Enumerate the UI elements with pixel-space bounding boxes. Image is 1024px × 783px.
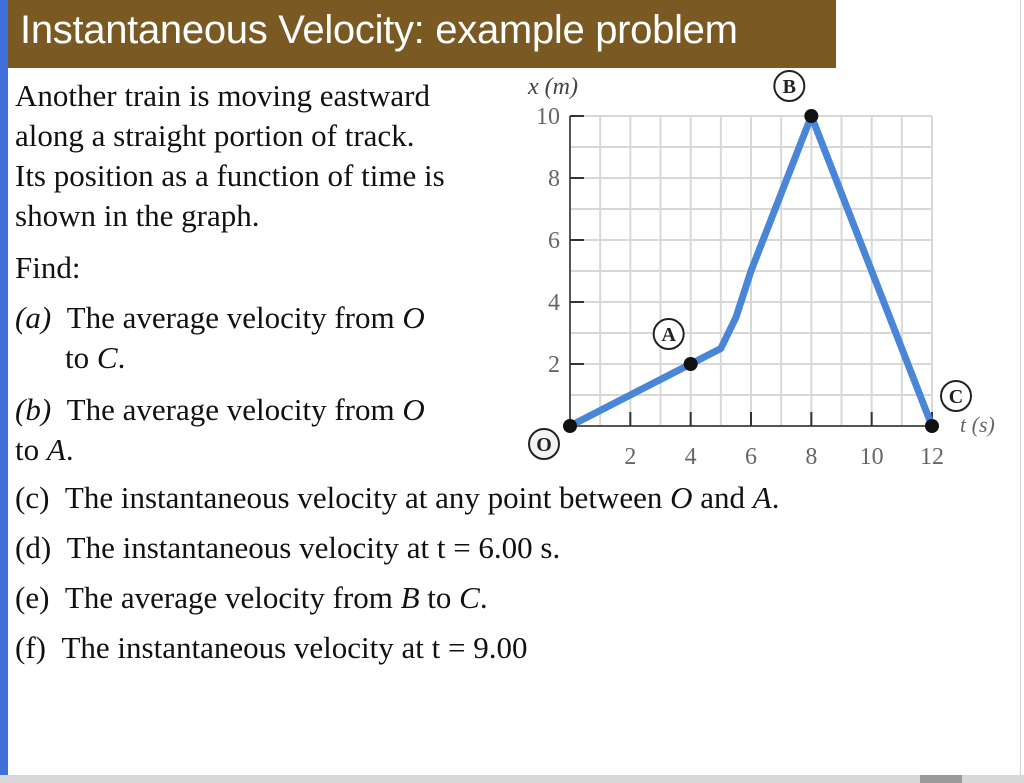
item-b-continuation [15, 432, 74, 468]
item-b-symbol: O [402, 392, 425, 427]
item-d-label: (d) [15, 530, 52, 565]
item-f-label: (f) [15, 630, 46, 665]
window-left-edge [0, 0, 8, 775]
item-e-symbol-1: B [400, 580, 420, 615]
point-C-label: C [948, 386, 964, 408]
point-A-label: A [661, 324, 676, 346]
item-a-cont-symbol: C [96, 340, 118, 375]
item-a-continuation [65, 340, 125, 376]
point-A-marker [684, 357, 698, 371]
x-tick-label: 8 [805, 444, 818, 470]
item-a [15, 300, 425, 336]
find-label: Find: [15, 250, 81, 285]
x-tick-label: 10 [859, 444, 884, 470]
point-O-label: O [536, 434, 552, 456]
bottom-scrollbar-thumb[interactable] [920, 775, 962, 783]
x-tick-label: 6 [745, 444, 757, 470]
y-axis-label: x (m) [528, 74, 578, 100]
intro-line-1: Another train is moving eastward [15, 78, 430, 113]
item-b-text: The average velocity from [66, 392, 395, 427]
x-tick-label: 2 [624, 444, 637, 470]
y-tick-label: 10 [536, 104, 560, 130]
title-bar [8, 0, 836, 68]
item-e-mid: to [427, 580, 452, 615]
y-tick-label: 2 [548, 352, 560, 378]
item-c-label: (c) [15, 480, 50, 515]
item-e-suffix: . [479, 580, 488, 615]
item-f-text: The instantaneous velocity at t = 9.00 [61, 630, 528, 665]
item-b [15, 392, 425, 428]
x-axis-label: t (s) [960, 412, 995, 437]
item-e-symbol-2: C [459, 580, 480, 615]
item-e [15, 580, 488, 616]
item-c [15, 480, 779, 516]
position-time-graph [498, 66, 1020, 478]
item-a-text: The average velocity from [66, 300, 395, 335]
point-C-marker [925, 419, 939, 433]
y-tick-label: 4 [548, 290, 560, 316]
point-O-marker [563, 419, 577, 433]
intro-line-3: Its position as a function of time is [15, 158, 445, 193]
intro-line-4: shown in the graph. [15, 198, 260, 233]
item-f [15, 630, 528, 666]
slide [8, 0, 1021, 775]
slide-title: Instantaneous Velocity: example problem [20, 8, 738, 52]
x-tick-label: 12 [920, 444, 944, 470]
point-B-label: B [782, 76, 797, 98]
item-d [15, 530, 560, 566]
point-B-marker [804, 109, 818, 123]
item-c-and: and [700, 480, 745, 515]
item-a-cont-suffix: . [117, 340, 126, 375]
item-a-symbol: O [402, 300, 425, 335]
bottom-scrollbar[interactable] [0, 775, 1024, 783]
y-tick-label: 6 [548, 228, 560, 254]
item-b-cont-suffix: . [65, 432, 74, 467]
item-c-text: The instantaneous velocity at any point between [64, 480, 663, 515]
item-b-cont-prefix: to [15, 432, 40, 467]
item-a-label: (a) [15, 300, 52, 335]
item-e-label: (e) [15, 580, 50, 615]
item-a-cont-prefix: to [65, 340, 90, 375]
item-c-suffix: . [771, 480, 780, 515]
x-tick-label: 4 [684, 444, 697, 470]
y-tick-label: 8 [548, 166, 560, 192]
intro-line-2: along a straight portion of track. [15, 118, 415, 153]
item-e-text: The average velocity from [64, 580, 393, 615]
item-c-symbol-1: O [670, 480, 693, 515]
item-d-text: The instantaneous velocity at t = 6.00 s. [66, 530, 561, 565]
item-b-label: (b) [15, 392, 52, 427]
item-b-cont-symbol: A [46, 432, 66, 467]
item-c-symbol-2: A [752, 480, 772, 515]
